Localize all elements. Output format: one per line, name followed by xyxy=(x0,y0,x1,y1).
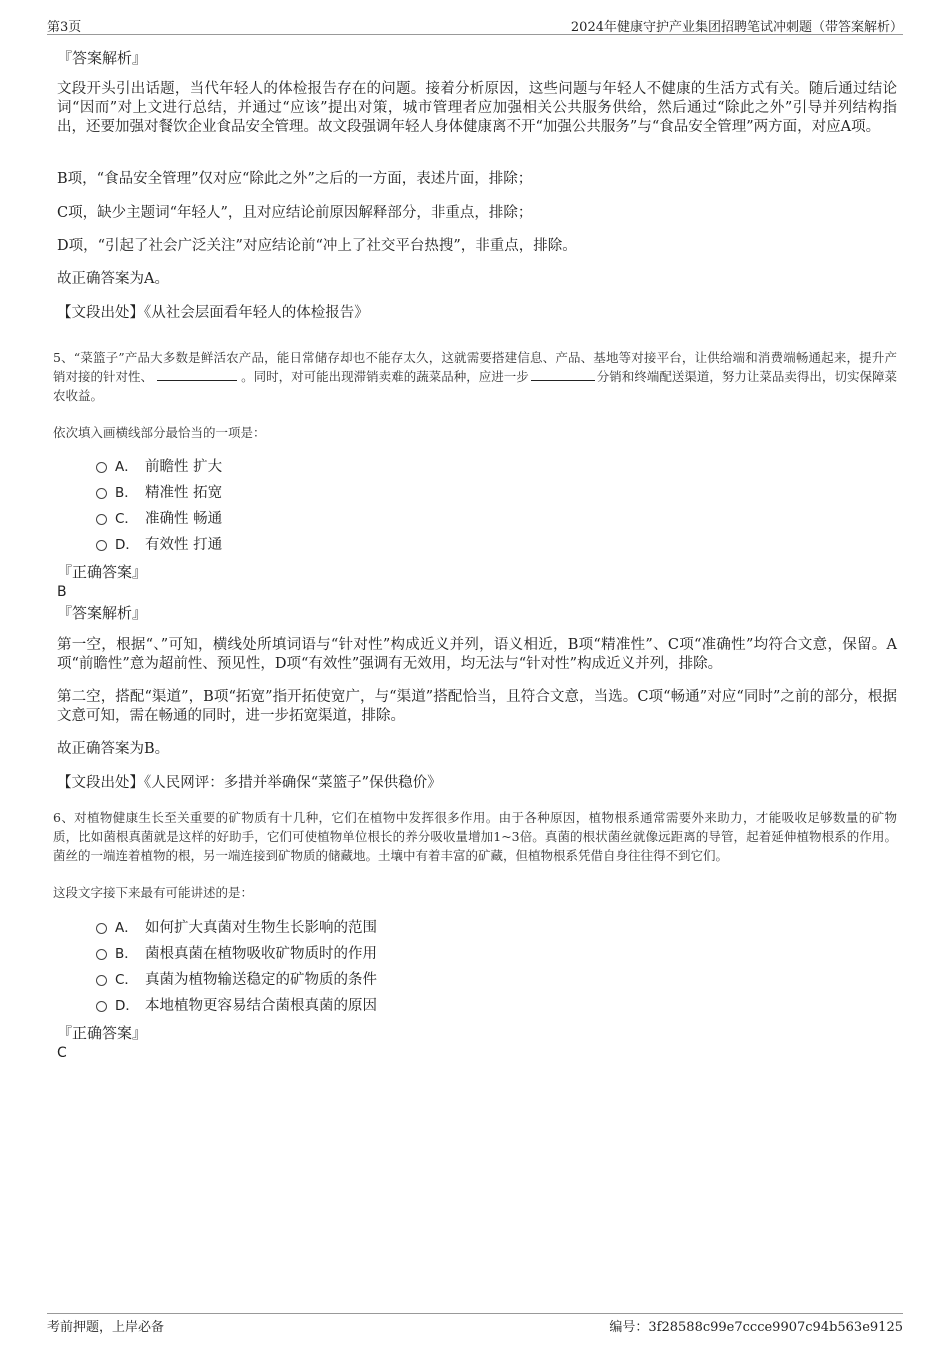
analysis-paragraph: C项，缺少主题词“年轻人”，且对应结论前原因解释部分，非重点，排除； xyxy=(57,205,533,221)
source: 【文段出处】《人民网评：多措并举确保“菜篮子”保供稳价》 xyxy=(57,775,442,791)
question-prompt: 这段文字接下来最有可能讲述的是： xyxy=(53,885,254,900)
radio-icon[interactable] xyxy=(96,923,107,934)
option-b[interactable]: B． 菌根真菌在植物吸收矿物质时的作用 xyxy=(96,944,377,964)
option-d[interactable]: D． 有效性 打通 xyxy=(96,535,222,555)
source: 【文段出处】《从社会层面看年轻人的体检报告》 xyxy=(57,305,369,321)
footer-slogan: 考前押题，上岸必备 xyxy=(47,1320,165,1335)
option-a[interactable]: A． 前瞻性 扩大 xyxy=(96,457,222,477)
conclusion: 故正确答案为A。 xyxy=(57,271,169,287)
option-c[interactable]: C． 真菌为植物输送稳定的矿物质的条件 xyxy=(96,970,377,990)
blank-1 xyxy=(157,368,237,381)
option-d[interactable]: D． 本地植物更容易结合菌根真菌的原因 xyxy=(96,996,377,1016)
radio-icon[interactable] xyxy=(96,540,107,551)
document-title: 2024年健康守护产业集团招聘笔试冲刺题（带答案解析） xyxy=(570,20,903,35)
analysis-paragraph: 文段开头引出话题，当代年轻人的体检报告存在的问题。接着分析原因，这些问题与年轻人不健康的生活方式有关。随后通过结论词“因而”对上文进行总结，并通过“应该”提出对策，城市管理者应加强相关公共服务供给，然后通过“除此之外”引导并列结构指出，还要加强对餐饮企业食品安全管理。故文段强调年轻人身体健康离不开“加强公共服务”与“食品安全管理”两方面，对应A项。 xyxy=(57,81,897,135)
analysis-label: 『答案解析』 xyxy=(57,49,148,67)
analysis-paragraph: 第二空，搭配“渠道”，B项“拓宽”指开拓使宽广，与“渠道”搭配恰当，且符合文意，当选。C项“畅通”对应“同时”之前的部分，根据文意可知，需在畅通的同时，进一步拓宽渠道，排除。 xyxy=(57,689,897,724)
radio-icon[interactable] xyxy=(96,514,107,525)
option-b[interactable]: B． 精准性 拓宽 xyxy=(96,483,222,503)
analysis-paragraph: 第一空，根据“、”可知，横线处所填词语与“针对性”构成近义并列，语义相近，B项“精准性”、C项“准确性”均符合文意，保留。A项“前瞻性”意为超前性、预见性，D项“有效性”强调有无效用，均无法与“针对性”构成近义并列，排除。 xyxy=(57,637,897,672)
correct-answer: C xyxy=(57,1045,67,1061)
blank-2 xyxy=(531,368,595,381)
answer-label: 『正确答案』 xyxy=(57,563,148,581)
radio-icon[interactable] xyxy=(96,488,107,499)
conclusion: 故正确答案为B。 xyxy=(57,741,170,757)
radio-icon[interactable] xyxy=(96,462,107,473)
analysis-paragraph: B项，“食品安全管理”仅对应“除此之外”之后的一方面，表述片面，排除； xyxy=(57,171,533,187)
page-number: 第3页 xyxy=(47,20,82,35)
radio-icon[interactable] xyxy=(96,975,107,986)
page-header xyxy=(47,16,903,35)
analysis-label: 『答案解析』 xyxy=(57,604,148,622)
radio-icon[interactable] xyxy=(96,949,107,960)
option-c[interactable]: C． 准确性 畅通 xyxy=(96,509,222,529)
document-id: 编号：3f28588c99e7ccce9907c94b563e9125 xyxy=(609,1320,903,1335)
question-stem: 6、对植物健康生长至关重要的矿物质有十几种，它们在植物中发挥很多作用。由于各种原因，植物根系通常需要外来助力，才能吸收足够数量的矿物质，比如菌根真菌就是这样的好助手，它们可使植物单位根长的养分吸收量增加1~3倍。真菌的根状菌丝就像远距离的导管，起着延伸植物根系的作用。菌丝的一端连着植物的根，另一端连接到矿物质的储藏地。土壤中有着丰富的矿藏，但植物根系凭借自身往往得不到它们。 xyxy=(53,810,897,863)
page-footer xyxy=(47,1313,903,1334)
option-a[interactable]: A． 如何扩大真菌对生物生长影响的范围 xyxy=(96,918,377,938)
answer-label: 『正确答案』 xyxy=(57,1024,148,1042)
correct-answer: B xyxy=(57,584,67,600)
radio-icon[interactable] xyxy=(96,1001,107,1012)
question-stem: 5、“菜篮子”产品大多数是鲜活农产品，能日常储存却也不能存太久，这就需要搭建信息、产品、基地等对接平台，让供给端和消费端畅通起来，提升产销对接的针对性、 。同时，对可能出现滞销卖难的蔬菜品种，应进一步 分销和终端配送渠道，努力让菜品卖得出，切实保障菜农收益。 xyxy=(53,350,897,403)
analysis-paragraph: D项，“引起了社会广泛关注”对应结论前“冲上了社交平台热搜”，非重点，排除。 xyxy=(57,238,577,254)
question-prompt: 依次填入画横线部分最恰当的一项是： xyxy=(53,425,266,440)
